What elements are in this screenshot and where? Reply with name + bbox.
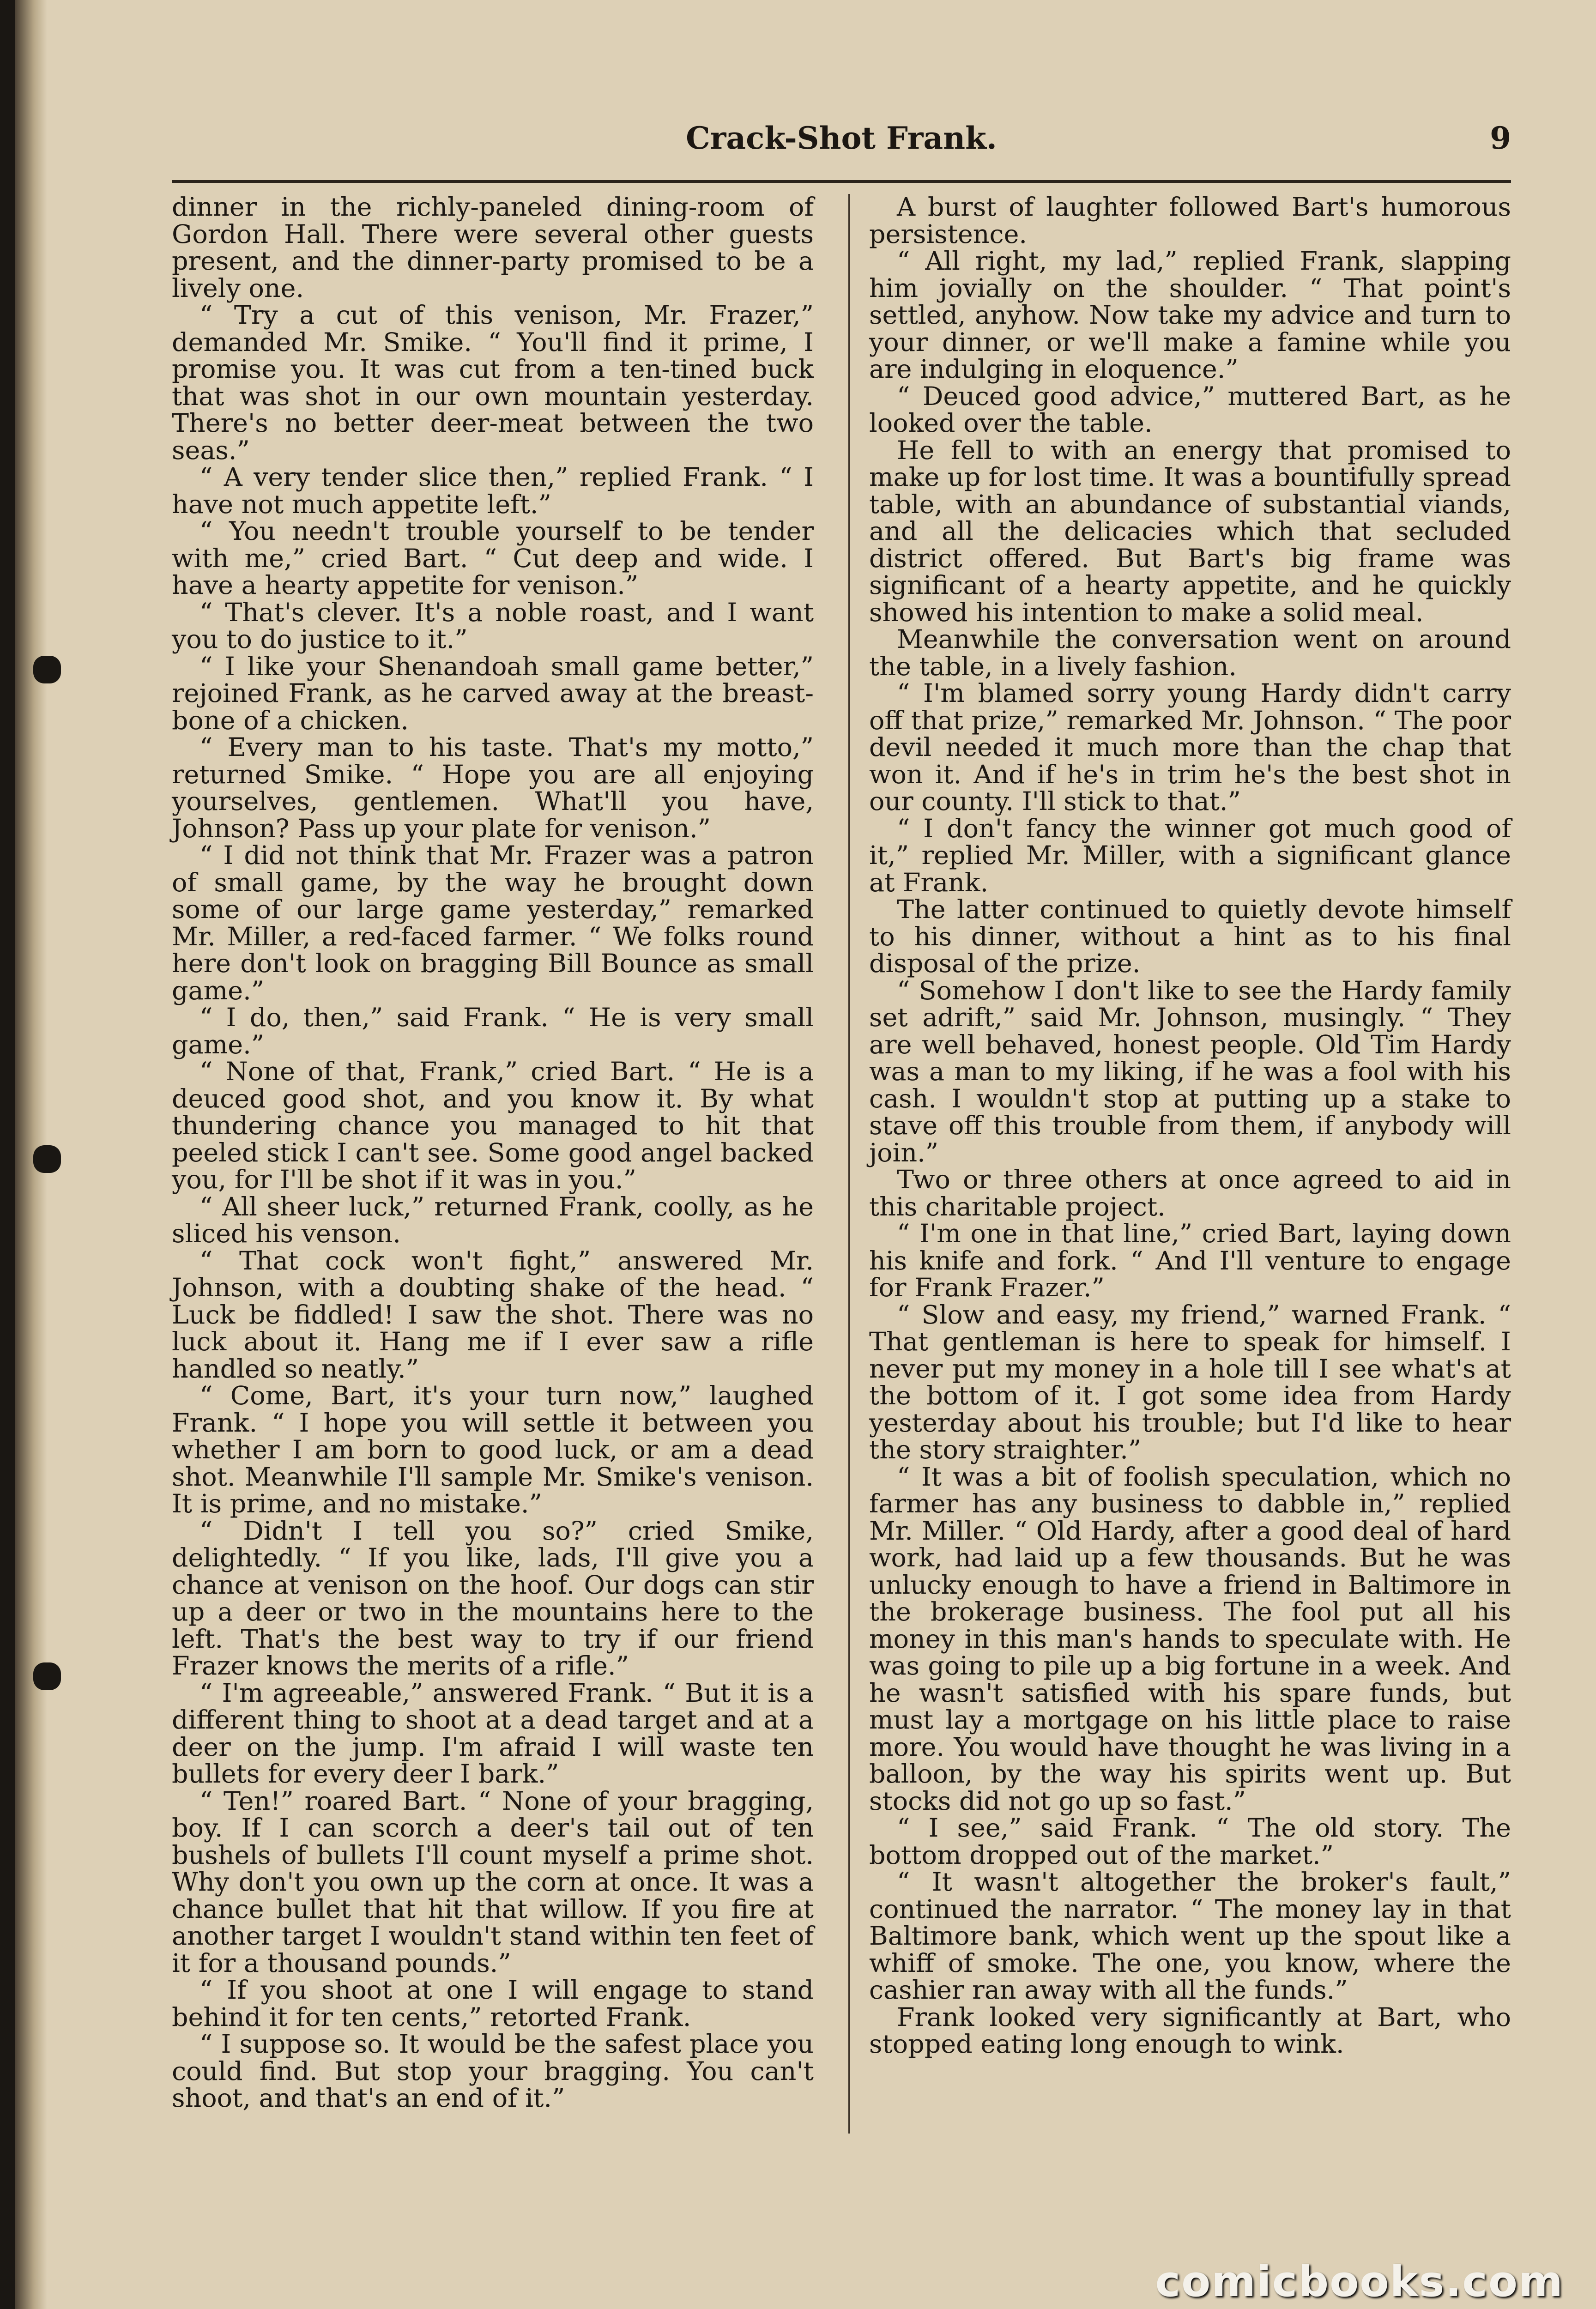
paragraph: “ I'm blamed sorry young Hardy didn't carry off that prize,” remarked Mr. Johnson. “ The poor devil needed it much more than the chap that won it. And if he's in trim he's the best shot in our county. I'll stick to that.” [869,678,1511,816]
binding-hole [33,656,61,683]
binding-hole [33,1145,61,1173]
paragraph: The latter continued to quietly devote himself to his dinner, without a hint as to his final disposal of the prize. [869,895,1511,979]
paragraph: “ I like your Shenandoah small game better,” rejoined Frank, as he carved away at the breast-bone of a chicken. [172,651,814,736]
page-header [172,115,1511,171]
paragraph: “ Try a cut of this venison, Mr. Frazer,” demanded Mr. Smike. “ You'll find it prime, I promise you. It was cut from a ten-tined buck that was shot in our own mountain yesterday. There's no better deer-meat between the two seas.” [172,300,814,465]
paragraph: Two or three others at once agreed to aid in this charitable project. [869,1165,1511,1222]
paragraph: “ I'm agreeable,” answered Frank. “ But it is a different thing to shoot at a dead target and at a deer on the jump. I'm afraid I will waste ten bullets for every deer I bark.” [172,1678,814,1789]
paragraph: “ I did not think that Mr. Frazer was a patron of small game, by the way he brought down some of our large game yesterday,” remarked Mr. Miller, a red-faced farmer. “ We folks round here don't look on bragging Bill Bounce as small game.” [172,840,814,1006]
paragraph: Frank looked very significantly at Bart, who stopped eating long enough to wink. [869,2002,1511,2059]
paragraph: A burst of laughter followed Bart's humorous persistence. [869,192,1511,249]
paragraph: “ Every man to his taste. That's my motto,” returned Smike. “ Hope you are all enjoying yourselves, gentlemen. What'll you have, Johnson? Pass up your plate for venison.” [172,732,814,844]
paragraph: “ All sheer luck,” returned Frank, coolly, as he sliced his venson. [172,1191,814,1249]
paragraph: “ I suppose so. It would be the safest place you could find. But stop your bragging. You can't shoot, and that's an end of it.” [172,2029,814,2113]
binding-hole [33,1662,61,1690]
page-number: 9 [1490,120,1511,156]
header-rule [172,180,1511,183]
paragraph: “ If you shoot at one I will engage to stand behind it for ten cents,” retorted Frank. [172,1975,814,2032]
paragraph: “ A very tender slice then,” replied Frank. “ I have not much appetite left.” [172,462,814,520]
paragraph: “ You needn't trouble yourself to be tender with me,” cried Bart. “ Cut deep and wide. I have a hearty appetite for venison.” [172,516,814,600]
paragraph: “ Ten!” roared Bart. “ None of your bragging, boy. If I can scorch a deer's tail out of ten bushels of bullets I'll count myself a prime shot. Why don't you own up the corn at once. It was a chance bullet that hit that willow. If you fire at another target I wouldn't stand within ten feet of it for a thousand pounds.” [172,1786,814,1978]
paragraph: dinner in the richly-paneled dining-room of Gordon Hall. There were several other guests present, and the dinner-party promised to be a lively one. [172,192,814,303]
right-text-column [869,194,1511,2058]
paragraph: “ I see,” said Frank. “ The old story. The bottom dropped out of the market.” [869,1813,1511,1870]
paragraph: “ Didn't I tell you so?” cried Smike, delightedly. “ If you like, lads, I'll give you a chance at venison on the hoof. Our dogs can stir up a deer or two in the mountains here to the left. That's the best way to try if our friend Frazer knows the merits of a rifle.” [172,1516,814,1681]
paragraph: “ I do, then,” said Frank. “ He is very small game.” [172,1003,814,1060]
paragraph: “ Somehow I don't like to see the Hardy family set adrift,” said Mr. Johnson, musingly. “ They are well behaved, honest people. Old Tim Hardy was a man to my liking, if he was a fool with his cash. I wouldn't stop at putting up a stake to stave off this trouble from them, if anybody will join.” [869,975,1511,1168]
paragraph: “ It wasn't altogether the broker's fault,” continued the narrator. “ The money lay in that Baltimore bank, which went up the spout like a whiff of smoke. The one, you know, where the cashier ran away with all the funds.” [869,1867,1511,2005]
paragraph: Meanwhile the conversation went on around the table, in a lively fashion. [869,624,1511,682]
paragraph: “ Slow and easy, my friend,” warned Frank. “ That gentleman is here to speak for himself. I never put my money in a hole till I see what's at the bottom of it. I got some idea from Hardy yesterday about his trouble; but I'd like to hear the story straighter.” [869,1300,1511,1465]
column-divider [848,194,850,2134]
paragraph: “ That cock won't fight,” answered Mr. Johnson, with a doubting shake of the head. “ Luck be fiddled! I saw the shot. There was no luck about it. Hang me if I ever saw a rifle handled so neatly.” [172,1245,814,1384]
paragraph: “ Deuced good advice,” muttered Bart, as he looked over the table. [869,381,1511,438]
site-watermark: comicbooks.com [1155,2257,1564,2306]
paragraph: “ All right, my lad,” replied Frank, slapping him jovially on the shoulder. “ That point's settled, anyhow. Now take my advice and turn to your dinner, or we'll make a famine while you are indulging in eloquence.” [869,246,1511,384]
paragraph: “ None of that, Frank,” cried Bart. “ He is a deuced good shot, and you know it. By what thundering chance you managed to hit that peeled stick I can't see. Some good angel backed you, for I'll be shot if it was in you.” [172,1057,814,1195]
paragraph: “ I don't fancy the winner got much good of it,” replied Mr. Miller, with a significant glance at Frank. [869,813,1511,898]
paragraph: He fell to with an energy that promised to make up for lost time. It was a bountifully spread table, with an abundance of substantial viands, and all the delicacies which that secluded district offered. But Bart's big frame was significant of a hearty appetite, and he quickly showed his intention to make a solid meal. [869,435,1511,628]
paragraph: “ I'm one in that line,” cried Bart, laying down his knife and fork. “ And I'll venture to engage for Frank Frazer.” [869,1219,1511,1303]
running-title: Crack-Shot Frank. [686,120,997,156]
left-text-column [172,194,814,2112]
paragraph: “ Come, Bart, it's your turn now,” laughed Frank. “ I hope you will settle it between you whether I am born to good luck, or am a dead shot. Meanwhile I'll sample Mr. Smike's venison. It is prime, and no mistake.” [172,1381,814,1519]
book-page [15,0,1596,2309]
paragraph: “ It was a bit of foolish speculation, which no farmer has any business to dabble in,” replied Mr. Miller. “ Old Hardy, after a good deal of hard work, had laid up a few thousands. But he was unlucky enough to have a friend in Baltimore in the brokerage business. The fool put all his money in this man's hands to speculate with. He was going to pile up a big fortune in a week. And he wasn't satisfied with his spare funds, but must lay a mortgage on his little place to raise more. You would have thought he was living in a balloon, by the way his spirits went up. But stocks did not go up so fast.” [869,1462,1511,1816]
paragraph: “ That's clever. It's a noble roast, and I want you to do justice to it.” [172,597,814,654]
